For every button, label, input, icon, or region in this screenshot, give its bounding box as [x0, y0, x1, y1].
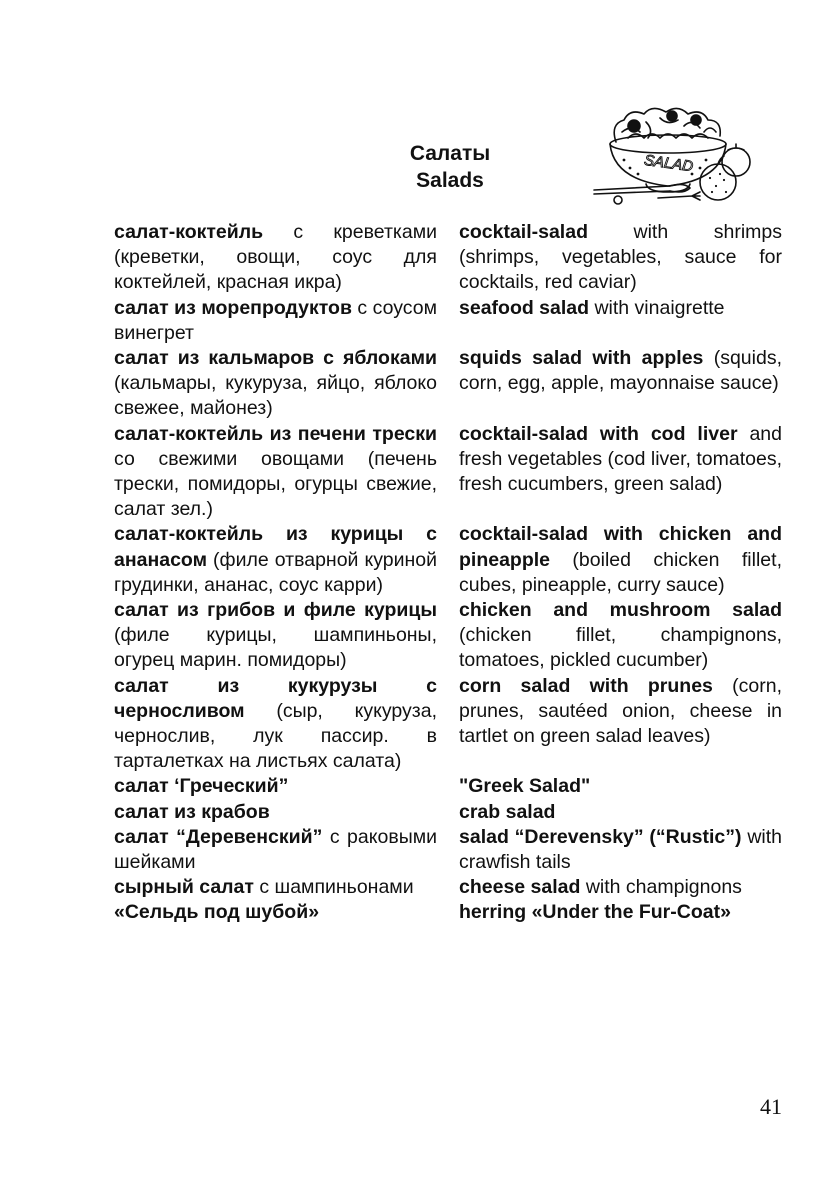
item-en-name: salad “Derevensky” (“Rustic”) — [459, 825, 742, 848]
menu-item — [114, 598, 784, 674]
menu-item — [114, 220, 784, 296]
item-ru-name: салат-коктейль из печени трески — [114, 422, 437, 445]
item-en-desc: (squids, corn, egg, apple, mayonnaise sauce) — [459, 347, 782, 395]
title-en: Salads — [416, 169, 484, 192]
item-ru-name: салат из кальмаров с яблоками — [114, 347, 437, 370]
item-en — [459, 900, 782, 925]
item-en-name: chicken and mushroom salad — [459, 599, 782, 622]
item-ru-desc: с соусом винегрет — [114, 296, 437, 344]
item-ru-desc: (филе отварной куриной грудинки, ананас, соус карри) — [114, 548, 437, 596]
item-en-name: seafood salad — [459, 296, 590, 319]
item-en — [459, 522, 782, 598]
item-ru — [114, 674, 437, 775]
section-title — [340, 140, 560, 194]
item-ru — [114, 598, 437, 674]
page-number: 41 — [760, 1094, 782, 1119]
item-ru-name: салат “Деревенский” — [114, 825, 323, 848]
item-en-desc: (corn, prunes, sautéed onion, cheese in tartlet on green salad leaves) — [459, 674, 782, 748]
menu-item — [114, 900, 784, 925]
item-ru — [114, 296, 437, 346]
item-ru-name: салат-коктейль — [114, 221, 264, 243]
item-ru-name: салат из крабов — [114, 800, 270, 823]
item-ru-desc: (кальмары, кукуруза, яйцо, яблоко свежее, майонез) — [114, 372, 437, 420]
item-en — [459, 598, 782, 674]
menu-item — [114, 296, 784, 346]
menu-item — [114, 422, 784, 523]
item-en-name: cocktail-salad with chicken and pineapple — [459, 523, 782, 571]
item-en — [459, 674, 782, 750]
item-en — [459, 422, 782, 498]
item-ru — [114, 825, 437, 875]
item-en-name: herring «Under the Fur-Coat» — [459, 901, 731, 924]
item-ru — [114, 346, 437, 422]
menu-item — [114, 875, 784, 900]
item-ru — [114, 522, 437, 598]
menu-item — [114, 346, 784, 422]
item-ru — [114, 800, 437, 825]
item-en-desc: (chicken fillet, champignons, tomatoes, pickled cucumber) — [459, 624, 782, 672]
item-ru-name: салат-коктейль из курицы с ананасом — [114, 523, 437, 571]
item-ru-desc: с креветками (креветки, овощи, соус для коктейлей, красная икра) — [114, 221, 437, 294]
item-ru — [114, 220, 437, 296]
menu-item — [114, 522, 784, 598]
item-ru-name: салат ‘Греческий” — [114, 775, 289, 798]
item-en — [459, 875, 782, 900]
item-en-name: cocktail-salad with cod liver — [459, 422, 738, 445]
item-ru-desc: со свежими овощами (печень трески, помидоры, огурцы свежие, салат зел.) — [114, 447, 437, 521]
item-ru — [114, 774, 437, 799]
item-en-desc: with shrimps (shrimps, vegetables, sauce for cocktails, red caviar) — [459, 221, 782, 294]
item-en-desc: with champignons — [580, 876, 742, 899]
item-ru — [114, 422, 437, 523]
item-en-name: corn salad with prunes — [459, 674, 713, 697]
item-en — [459, 220, 782, 296]
item-en — [459, 296, 782, 321]
item-en-desc: with vinaigrette — [589, 296, 725, 319]
item-en — [459, 346, 782, 396]
item-ru-desc: с раковыми шейками — [114, 825, 438, 874]
item-ru — [114, 875, 437, 900]
item-ru-desc: с шампиньонами — [253, 876, 414, 899]
item-en-name: crab salad — [459, 800, 556, 823]
menu-item — [114, 774, 784, 799]
item-en — [459, 774, 782, 799]
salad-bowl-illustration — [588, 102, 768, 214]
item-ru-name: салат из кукурузы с черносливом — [114, 674, 437, 722]
item-ru-name: «Сельдь под шубой» — [114, 901, 320, 924]
item-en — [459, 825, 782, 875]
menu-item — [114, 800, 784, 825]
menu-list — [114, 220, 784, 926]
item-en-name: cheese salad — [459, 876, 581, 899]
item-en-name: cocktail-salad — [459, 221, 588, 243]
item-en-desc: with crawfish tails — [459, 825, 782, 874]
item-en-name: squids salad with apples — [459, 347, 704, 370]
menu-item — [114, 674, 784, 775]
salad-bowl-label: SALAD — [643, 151, 695, 176]
item-ru-desc: (сыр, кукуруза, чернослив, лук пассир. в тарталетках на листьях салата) — [114, 699, 437, 773]
item-ru-name: сырный салат — [114, 876, 254, 899]
item-ru — [114, 900, 437, 925]
item-en — [459, 800, 782, 825]
item-en-name: "Greek Salad" — [459, 775, 591, 798]
item-ru-name: салат из грибов и филе курицы — [114, 599, 437, 622]
item-ru-desc: (филе курицы, шампиньоны, огурец марин. помидоры) — [114, 624, 437, 672]
item-en-desc: (boiled chicken fillet, cubes, pineapple, curry sauce) — [459, 548, 782, 596]
menu-item — [114, 825, 784, 875]
item-en-desc: and fresh vegetables (cod liver, tomatoes, fresh cucumbers, green salad) — [459, 422, 782, 496]
title-ru: Салаты — [409, 142, 491, 165]
item-ru-name: салат из морепродуктов — [114, 296, 352, 319]
